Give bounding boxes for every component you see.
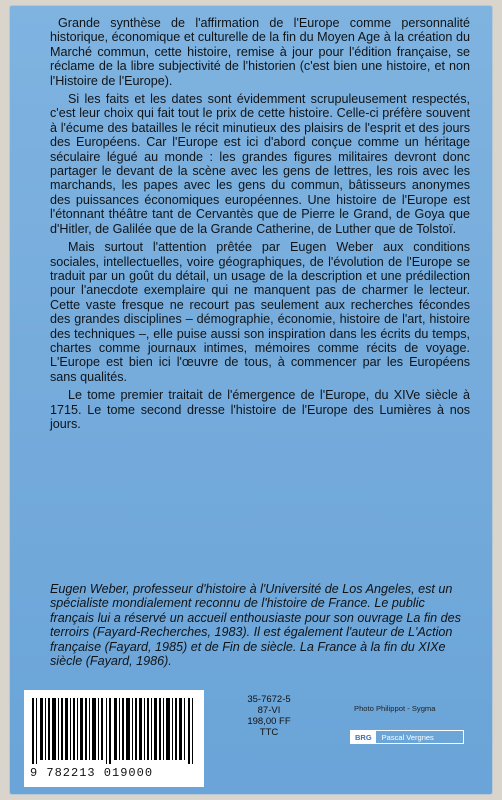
designer-name: Pascal Vergnes xyxy=(381,732,434,742)
designer-credit xyxy=(350,730,464,744)
price: 198,00 FF TTC xyxy=(247,716,291,738)
author-bio: Eugen Weber, professeur d'histoire à l'Université de Los Angeles, est un spécialiste mondialement reconnu de l'histoire de France. Le public français lui a réservé un accueil enthousiaste pour son ouvrage La fin des terroirs (Fayard-Recherches, 1983). Il est également l'auteur de L'Action française (Fayard, 1985) et de Fin de siècle. La France à la fin du XIXe siècle (Fayard, 1986). xyxy=(50,582,461,669)
blurb-text xyxy=(50,16,470,435)
isbn-number: 9 782213 019000 xyxy=(30,766,154,780)
back-cover-footer xyxy=(10,690,492,794)
blurb-paragraph-3: Mais surtout l'attention prêtée par Eugen Weber aux conditions sociales, intellectuelles, voire géographiques, de l'évolution de l'Europe se traduit par un goût du détail, un usage de la description et une prédilection pour l'anecdote exemplaire qui ne manquent pas de charmer le lecteur. Cette vaste fresque ne recourt pas seulement aux recherches fécondes des grandes disciplines – démographie, économie, histoire de l'art, histoire des techniques –, elle puise aussi son inspiration dans les écrits du temps, chartes comme journaux intimes, mémoires comme récits de voyage. L'Europe est bien ici l'œuvre de tous, à commencer par les Européens sans qualités. xyxy=(50,240,470,384)
designer-logo: BRG xyxy=(351,731,376,743)
barcode-label xyxy=(24,690,204,787)
book-back-cover xyxy=(10,6,492,794)
blurb-paragraph-2: Si les faits et les dates sont évidemment scrupuleusement respectés, c'est leur choix qui fait tout le prix de cette histoire. Celle-ci préfère souvent à l'écume des batailles le récit minutieux des plaisirs de l'esprit et des jours des Européens. Car l'Europe est ici d'abord conçue comme un héritage séculaire légué au monde : les grandes figures militaires devront donc partager le devant de la scène avec les gens de lettres, les rois avec les marchands, les papes avec les gens du commun, bâtisseurs anonymes des puissances économiques européennes. Une histoire de l'Europe est l'étonnant théâtre tant de Cervantès que de Pierre le Grand, de Goya que d'Hitler, de Galilée que de la Grande Catherine, de Luther que de Tolstoï. xyxy=(50,92,470,236)
catalog-code: 35-7672-5 xyxy=(247,694,291,705)
catalog-codes xyxy=(238,694,300,738)
barcode-icon xyxy=(32,698,196,764)
edition-code: 87-VI xyxy=(257,705,281,716)
photo-credit: Photo Philippot - Sygma xyxy=(354,704,436,713)
blurb-paragraph-4: Le tome premier traitait de l'émergence de l'Europe, du XIVe siècle à 1715. Le tome second dresse l'histoire de l'Europe des Lumières à nos jours. xyxy=(50,388,470,431)
blurb-paragraph-1: Grande synthèse de l'affirmation de l'Europe comme personnalité historique, économique et culturelle de la fin du Moyen Age à la création du Marché commun, cette histoire, remise à jour pour l'édition française, se réclame de la libre subjectivité de l'historien (c'est bien une histoire, et non l'Histoire de l'Europe). xyxy=(50,16,470,88)
